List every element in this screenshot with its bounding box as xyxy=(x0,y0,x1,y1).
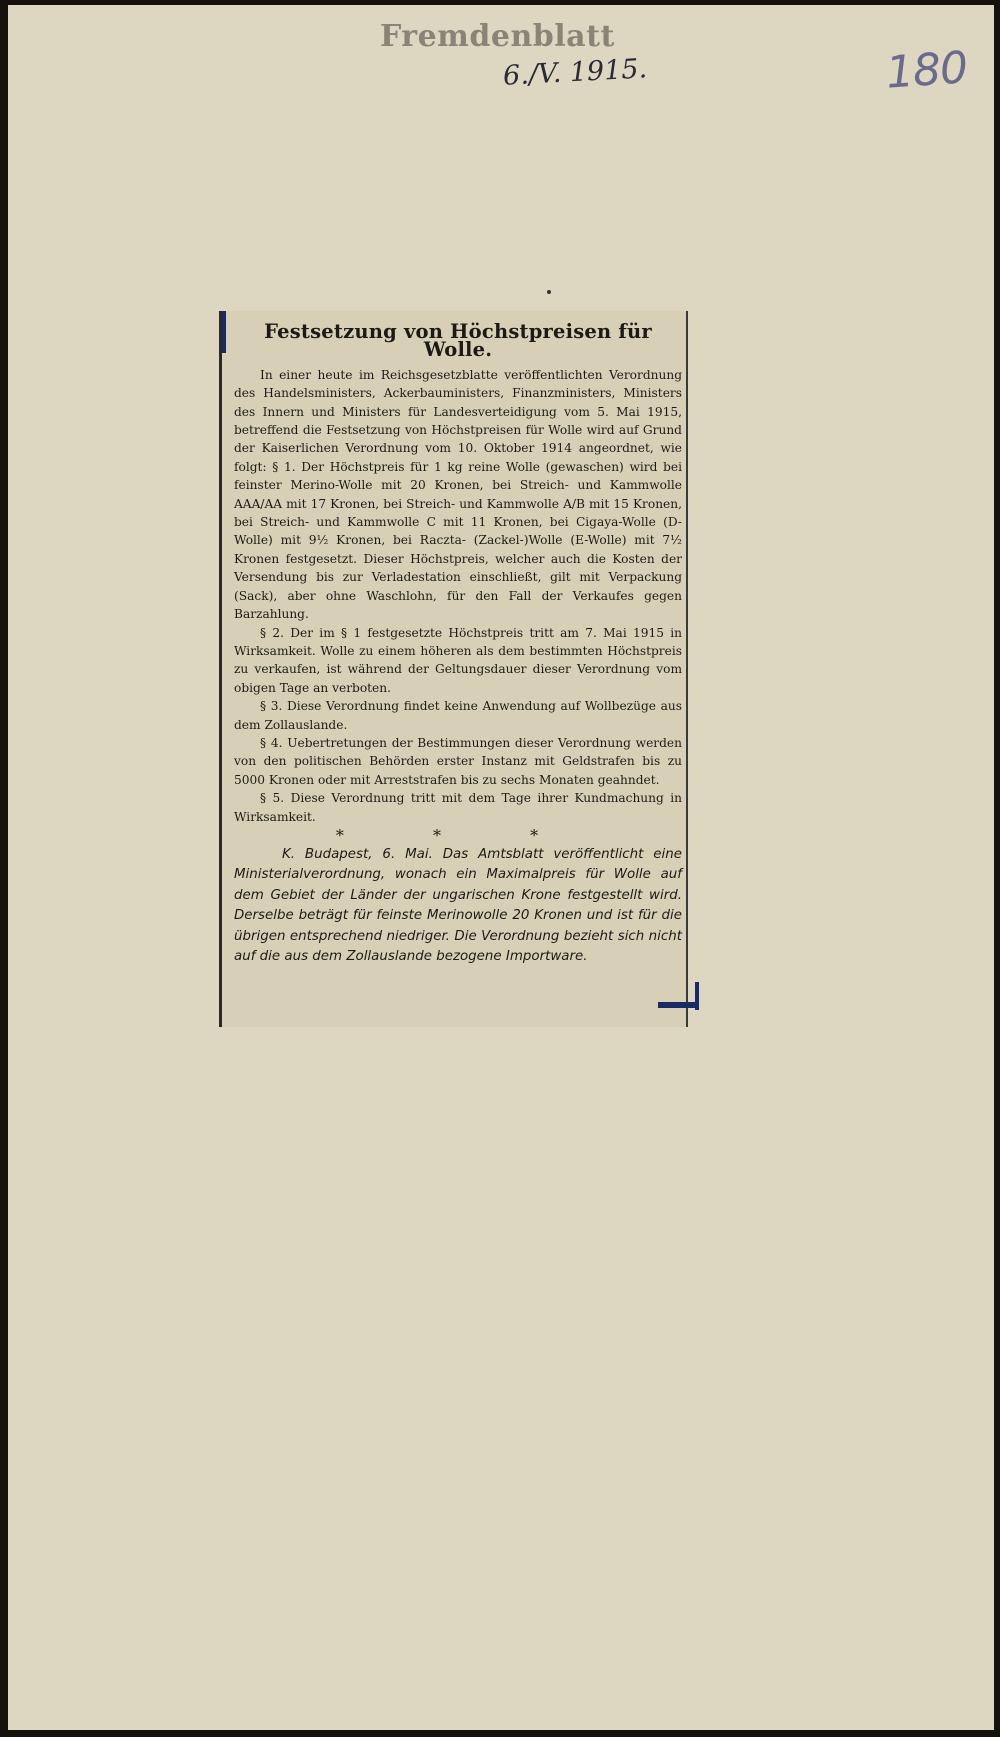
newspaper-clipping xyxy=(219,311,688,1027)
article-paragraph-1: In einer heute im Reichsgesetzblatte veröffentlichten Verordnung des Handelsministers, Ackerbauministers, Finanzministers, Ministers des Innern und Ministers für Landesverteidigung vom 5. Mai 1915, betreffend die Festsetzung von Höchstpreisen für Wolle wird auf Grund der Kaiserlichen Verordnung vom 10. Oktober 1914 angeordnet, wie folgt: § 1. Der Höchstpreis für 1 kg reine Wolle (gewaschen) wird bei feinster Merino-Wolle mit 20 Kronen, bei Streich- und Kammwolle AAA/AA mit 17 Kronen, bei Streich- und Kammwolle A/B mit 15 Kronen, bei Streich- und Kammwolle C mit 11 Kronen, bei Cigaya-Wolle (D-Wolle) mit 9½ Kronen, bei Raczta- (Zackel-)Wolle (E-Wolle) mit 7½ Kronen festgesetzt. Dieser Höchstpreis, welcher auch die Kosten der Versendung bis zur Verladestation einschließt, gilt mit Verpackung (Sack), aber ohne Waschlohn, für den Fall der Verkaufes gegen Barzahlung. xyxy=(234,367,682,622)
budapest-report: K. Budapest, 6. Mai. Das Amtsblatt veröffentlicht eine Ministerialverordnung, wonach ein Maximalpreis für Wolle auf dem Gebiet der Länder der ungarischen Krone festgestellt wird. Derselbe beträgt für feinste Merinowolle 20 Kronen und ist für die übrigen entsprechend niedriger. Die Verordnung bezieht sich nicht auf die aus dem Zollauslande bezogene Importware. xyxy=(234,846,682,965)
article-paragraph-3: § 3. Diese Verordnung findet keine Anwendung auf Wollbezüge aus dem Zollauslande. xyxy=(234,699,682,732)
paper-speck xyxy=(547,290,551,294)
blue-pencil-mark-left xyxy=(222,311,226,353)
newspaper-stamp: Fremdenblatt xyxy=(380,19,615,54)
article-paragraph-4: § 4. Uebertretungen der Bestimmungen dieser Verordnung werden von den politischen Behörden erster Instanz mit Geldstrafen bis zu 5000 Kronen oder mit Arreststrafen bis zu sechs Monaten geahndet. xyxy=(234,735,682,787)
article xyxy=(234,319,682,968)
folio-number: 180 xyxy=(884,42,969,99)
article-paragraph-2: § 2. Der im § 1 festgesetzte Höchstpreis tritt am 7. Mai 1915 in Wirksamkeit. Wolle zu einem höheren als dem bestimmten Höchstpreis zu verkaufen, ist während der Geltungsdauer dieser Verordnung vom obigen Tage an verboten. xyxy=(234,625,682,695)
article-paragraph-5: § 5. Diese Verordnung tritt mit dem Tage ihrer Kundmachung in Wirksamkeit. xyxy=(234,791,682,824)
article-headline: Festsetzung von Höchstpreisen für Wolle. xyxy=(264,320,652,362)
blue-pencil-mark-right-vertical xyxy=(695,982,699,1010)
handwritten-date: 6./V. 1915. xyxy=(502,53,648,92)
section-separator: * * * xyxy=(335,825,581,845)
blue-pencil-mark-right xyxy=(658,1002,698,1008)
